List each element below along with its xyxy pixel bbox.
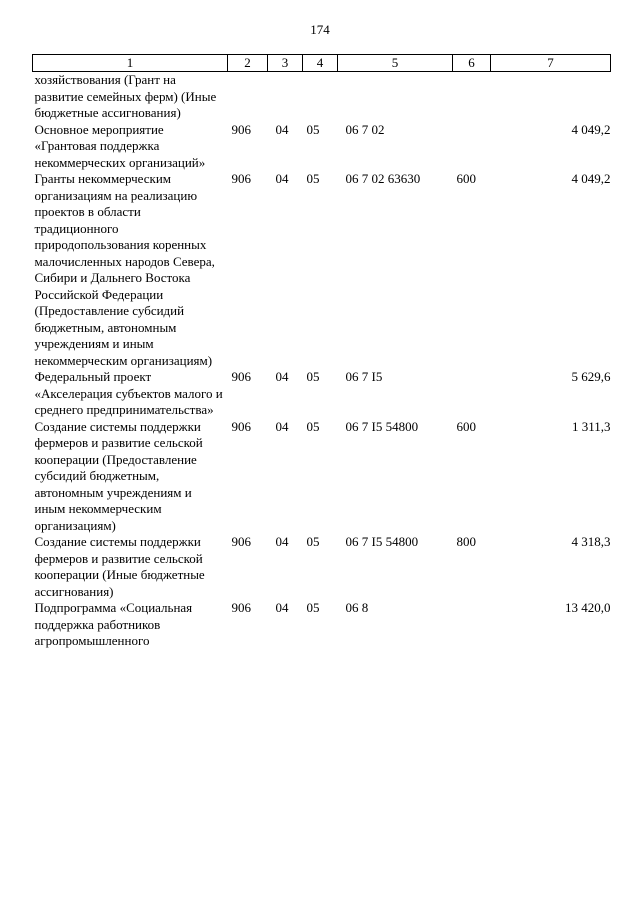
table-row <box>33 369 611 419</box>
row-code: 906 <box>231 369 251 384</box>
row-section: 04 <box>275 171 289 186</box>
header-col-1: 1 <box>33 55 228 72</box>
row-type: 600 <box>456 171 476 186</box>
row-amount: 13 420,0 <box>565 600 611 615</box>
table-row <box>33 600 611 650</box>
header-col-7: 7 <box>491 55 611 72</box>
row-section: 04 <box>275 418 289 434</box>
row-code: 906 <box>231 121 251 137</box>
row-code: 906 <box>231 600 251 615</box>
row-section <box>268 72 303 122</box>
row-code: 906 <box>231 418 251 434</box>
row-name: Основное мероприятие «Грантовая поддержка некоммерческих организаций» <box>34 121 206 170</box>
row-section: 04 <box>275 600 289 615</box>
row-target: 06 7 02 <box>345 121 385 137</box>
table-row <box>33 534 611 600</box>
row-type <box>453 72 491 122</box>
row-type <box>453 122 491 172</box>
row-target <box>338 72 453 122</box>
row-name: Гранты некоммерческим организациям на реализацию проектов в области традиционного природопользования коренных малочисленных народов Севера, Сибири и Дальнего Востока Российской Федерации (Предоставление субсидий бюджетным, автономным учреждениям и иным некоммерческим организациям) <box>34 171 215 368</box>
row-name: Создание системы поддержки фермеров и развитие сельской кооперации (Иные бюджетные ассигнования) <box>34 534 205 599</box>
row-code: 906 <box>231 534 251 549</box>
row-amount: 4 318,3 <box>571 534 611 549</box>
row-amount: 4 049,2 <box>571 121 611 137</box>
row-subsection <box>303 72 338 122</box>
page-number: 174 <box>310 22 330 37</box>
row-name: Создание системы поддержки фермеров и развитие сельской кооперации (Предоставление субсидий бюджетным, автономным учреждениям и иным некоммерческим организациям) <box>34 418 203 533</box>
row-subsection: 05 <box>306 369 320 384</box>
row-section: 04 <box>275 369 289 384</box>
header-col-2: 2 <box>228 55 268 72</box>
table-row <box>33 171 611 369</box>
row-target: 06 7 I5 <box>345 369 383 384</box>
row-subsection: 05 <box>306 121 320 137</box>
row-target: 06 7 I5 54800 <box>345 534 419 549</box>
row-name: Подпрограмма «Социальная поддержка работников агропромышленного <box>34 600 193 648</box>
row-type <box>453 600 491 650</box>
header-col-4: 4 <box>303 55 338 72</box>
header-row <box>33 55 611 72</box>
row-amount: 4 049,2 <box>571 171 611 186</box>
row-section: 04 <box>275 121 289 137</box>
row-name: хозяйствования (Грант на развитие семейных ферм) (Иные бюджетные ассигнования) <box>34 72 217 120</box>
table-row <box>33 122 611 172</box>
row-amount: 1 311,3 <box>571 418 611 434</box>
header-col-3: 3 <box>268 55 303 72</box>
table-row <box>33 72 611 122</box>
row-amount <box>491 72 611 122</box>
row-subsection: 05 <box>306 171 320 186</box>
row-amount: 5 629,6 <box>571 369 611 384</box>
row-type: 800 <box>456 534 476 549</box>
row-code: 906 <box>231 171 251 186</box>
budget-table <box>32 54 611 650</box>
row-type: 600 <box>456 418 476 434</box>
row-section: 04 <box>275 534 289 549</box>
row-type <box>453 369 491 419</box>
table-row <box>33 419 611 535</box>
row-target: 06 7 02 63630 <box>345 171 421 186</box>
row-code <box>228 72 268 122</box>
row-target: 06 7 I5 54800 <box>345 418 419 434</box>
header-col-6: 6 <box>453 55 491 72</box>
row-subsection: 05 <box>306 600 320 615</box>
row-target: 06 8 <box>345 600 369 615</box>
row-name: Федеральный проект «Акселерация субъектов малого и среднего предпринимательства» <box>34 369 223 417</box>
row-subsection: 05 <box>306 534 320 549</box>
row-subsection: 05 <box>306 418 320 434</box>
header-col-5: 5 <box>338 55 453 72</box>
